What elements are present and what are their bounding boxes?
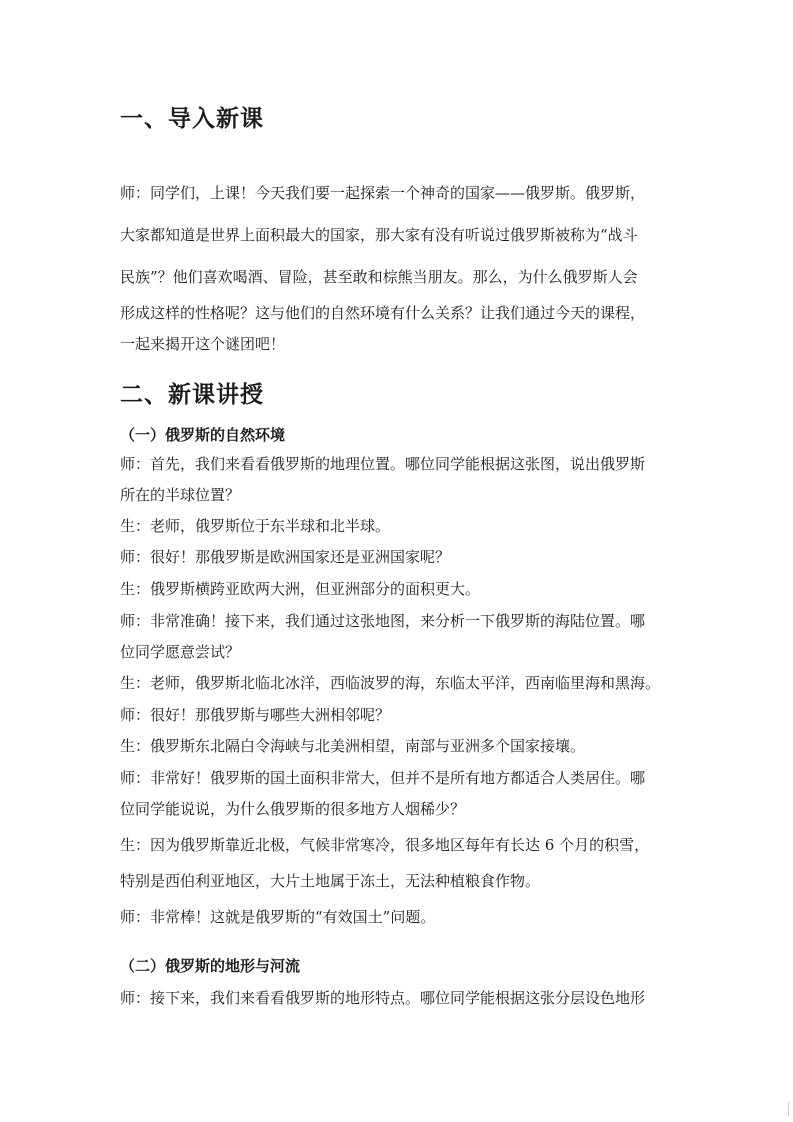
dialogue-line-9: 师：很好！那俄罗斯与哪些大洲相邻呢？	[120, 706, 391, 724]
dialogue-line-5: 生：俄罗斯横跨亚欧两大洲，但亚洲部分的面积更大。	[120, 580, 481, 598]
intro-line-1: 师：同学们，上课！今天我们要一起探索一个神奇的国家——俄罗斯。俄罗斯，	[120, 184, 646, 202]
section-title-lecture: 二、新课讲授	[120, 382, 264, 408]
dialogue-line-7: 位同学愿意尝试？	[120, 643, 241, 661]
dialogue-line-2: 所在的半球位置？	[120, 486, 241, 504]
page-edge-mark	[788, 1102, 789, 1116]
dialogue-line-6: 师：非常准确！接下来，我们通过这张地图，来分析一下俄罗斯的海陆位置。哪	[120, 612, 646, 630]
intro-line-4: 形成这样的性格呢？这与他们的自然环境有什么关系？让我们通过今天的课程，	[120, 304, 646, 322]
dialogue-line-13: 生：因为俄罗斯靠近北极，气候非常寒冷，很多地区每年有长达 6 个月的积雪，	[120, 836, 650, 854]
dialogue-line-14: 特别是西伯利亚地区，大片土地属于冻土，无法种植粮食作物。	[120, 872, 541, 890]
dialogue-line-11: 师：非常好！俄罗斯的国土面积非常大，但并不是所有地方都适合人类居住。哪	[120, 769, 646, 787]
dialogue-line-15: 师：非常棒！这就是俄罗斯的“有效国土”问题。	[120, 908, 436, 926]
subsection-title-environment: （一）俄罗斯的自然环境	[120, 426, 286, 444]
dialogue-line-10: 生：俄罗斯东北隔白令海峡与北美洲相望，南部与亚洲多个国家接壤。	[120, 737, 586, 755]
subsection-title-terrain: （二）俄罗斯的地形与河流	[120, 957, 301, 975]
dialogue-line-1: 师：首先，我们来看看俄罗斯的地理位置。哪位同学能根据这张图，说出俄罗斯	[120, 455, 646, 473]
dialogue-line-3: 生：老师，俄罗斯位于东半球和北半球。	[120, 517, 391, 535]
dialogue-line-8: 生：老师，俄罗斯北临北冰洋，西临波罗的海，东临太平洋，西南临里海和黑海。	[120, 674, 661, 692]
intro-line-5: 一起来揭开这个谜团吧！	[120, 335, 286, 353]
intro-line-2: 大家都知道是世界上面积最大的国家，那大家有没有听说过俄罗斯被称为“战斗	[120, 226, 638, 244]
terrain-line-1: 师：接下来，我们来看看俄罗斯的地形特点。哪位同学能根据这张分层设色地形	[120, 989, 646, 1007]
intro-line-3: 民族”？他们喜欢喝酒、冒险，甚至敢和棕熊当朋友。那么，为什么俄罗斯人会	[120, 268, 638, 286]
dialogue-line-4: 师：很好！那俄罗斯是欧洲国家还是亚洲国家呢？	[120, 548, 451, 566]
dialogue-line-12: 位同学能说说，为什么俄罗斯的很多地方人烟稀少？	[120, 800, 466, 818]
section-title-intro: 一、导入新课	[120, 106, 264, 132]
